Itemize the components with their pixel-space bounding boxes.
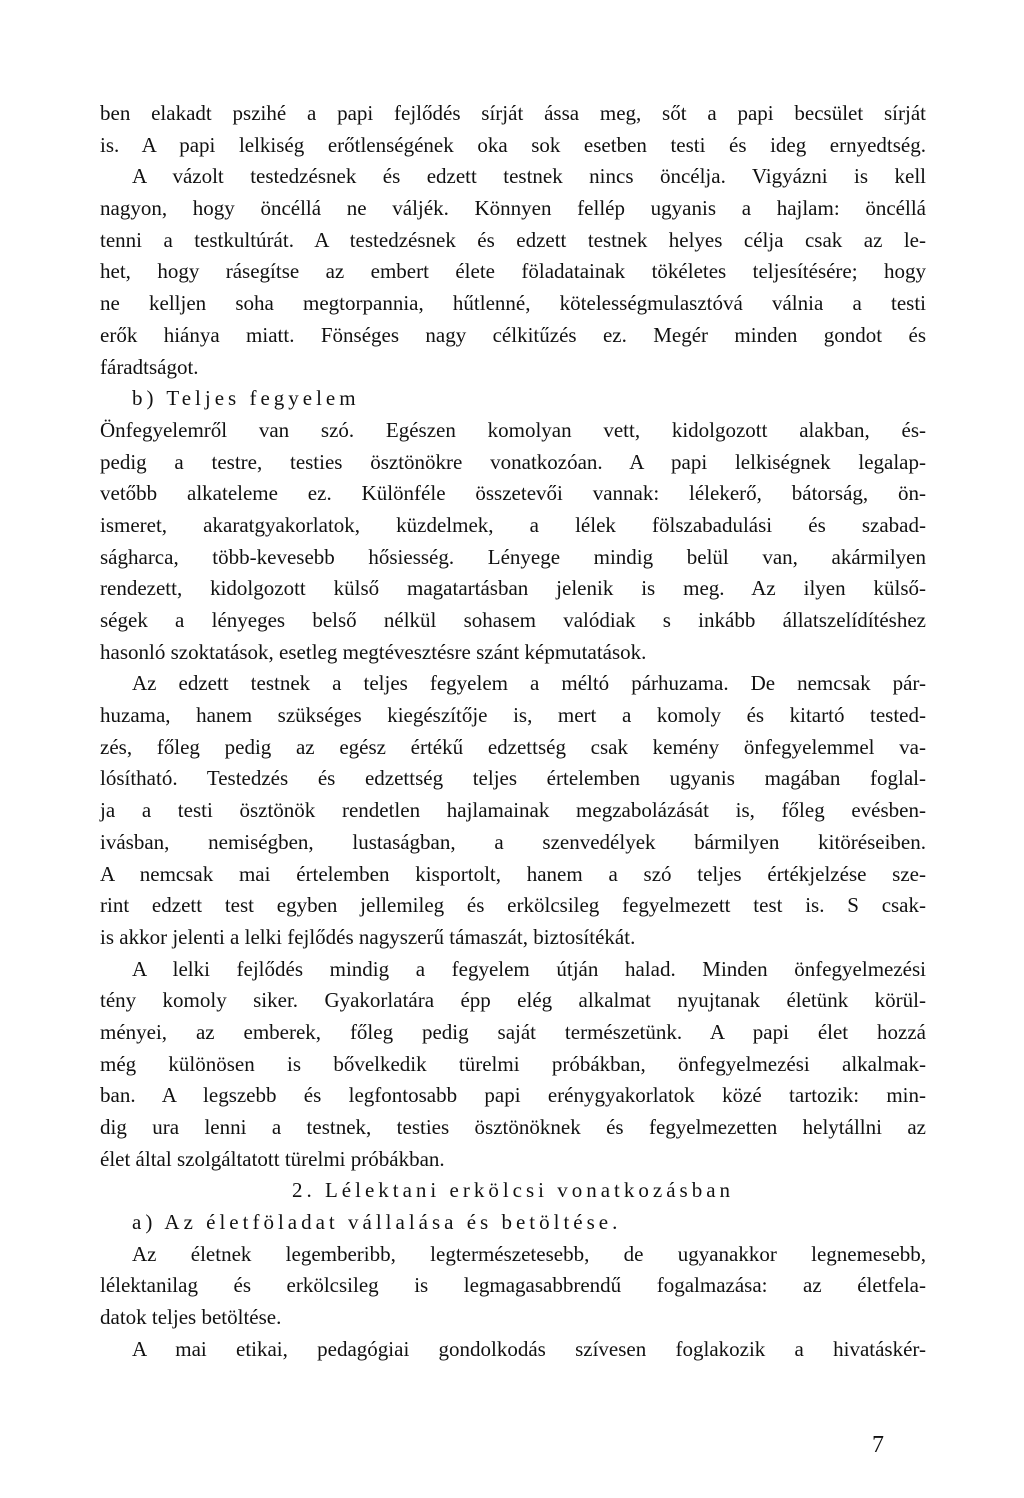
text-line: A nemcsak mai értelemben kisportolt, hanem a szó teljes értékjelzése sze- bbox=[100, 861, 926, 886]
text-line: ságharca, több-kevesebb hősiesség. Lényege mindig belül van, akármilyen bbox=[100, 544, 926, 569]
text-line: vetőbb alkateleme ez. Különféle összetevői vannak: lélekerő, bátorság, ön- bbox=[100, 481, 926, 506]
text-line: zés, főleg pedig az egész értékű edzettség csak kemény önfegyelemmel va- bbox=[100, 734, 926, 759]
text-line: fáradtságot. bbox=[100, 354, 199, 379]
chapter-heading: 2. Lélektani erkölcsi vonatkozásban bbox=[291, 1178, 735, 1203]
text-line: lélektanilag és erkölcsileg is legmagasabbrendű fogalmazása: az életfela- bbox=[100, 1273, 926, 1298]
text-line: erők hiánya miatt. Fönséges nagy célkitűzés ez. Megér minden gondot és bbox=[100, 322, 926, 347]
text-line: Önfegyelemről van szó. Egészen komolyan vett, kidolgozott alakban, és- bbox=[100, 417, 926, 442]
text-line: datok teljes betöltése. bbox=[100, 1305, 282, 1330]
text-line: ja a testi ösztönök rendetlen hajlamainak megzabolázását is, főleg evésben- bbox=[100, 798, 926, 823]
text-line: tény komoly siker. Gyakorlatára épp elég alkalmat nyujtanak életünk körül- bbox=[100, 988, 926, 1013]
text-line: rint edzett test egyben jellemileg és erkölcsileg fegyelmezett test is. S csak- bbox=[100, 893, 926, 918]
text-line: lósítható. Testedzés és edzettség teljes értelemben ugyanis magában foglal- bbox=[100, 766, 926, 791]
text-line: ségek a lényeges belső nélkül sohasem valódiak s inkább állatszelídítéshez bbox=[100, 608, 926, 632]
text-line: A mai etikai, pedagógiai gondolkodás szívesen foglakozik a hivatáskér- bbox=[132, 1336, 926, 1361]
page-number: 7 bbox=[872, 1432, 884, 1458]
text-line: A vázolt testedzésnek és edzett testnek nincs öncélja. Vigyázni is kell bbox=[132, 164, 926, 189]
text-line: még különösen is bővelkedik türelmi próbákban, önfegyelmezési alkalmak- bbox=[100, 1051, 926, 1076]
body-text bbox=[100, 98, 926, 1366]
text-line: Az edzett testnek a teljes fegyelem a méltó párhuzama. De nemcsak pár- bbox=[132, 671, 926, 696]
text-line: A lelki fejlődés mindig a fegyelem útján halad. Minden önfegyelmezési bbox=[132, 956, 926, 981]
text-line: ményei, az emberek, főleg pedig saját természetünk. A papi élet hozzá bbox=[100, 1019, 926, 1044]
text-line: is. A papi lelkiség erőtlenségének oka sok esetben testi és ideg ernyedtség. bbox=[100, 132, 926, 157]
text-line: tenni a testkultúrát. A testedzésnek és edzett testnek helyes célja csak az le- bbox=[100, 227, 926, 252]
text-line: is akkor jelenti a lelki fejlődés nagyszerű támaszát, biztosítékát. bbox=[100, 924, 636, 949]
section-heading: b) Teljes fegyelem bbox=[132, 386, 360, 411]
text-line: ban. A legszebb és legfontosabb papi erénygyakorlatok közé tartozik: min- bbox=[100, 1083, 926, 1108]
text-line: het, hogy rásegítse az embert élete föladatainak tökéletes teljesítésére; hogy bbox=[100, 259, 926, 284]
text-line: rendezett, kidolgozott külső magatartásban jelenik is meg. Az ilyen külső- bbox=[100, 576, 926, 601]
text-line: nagyon, hogy öncéllá ne váljék. Könnyen fellép ugyanis a hajlam: öncéllá bbox=[100, 196, 926, 221]
text-line: ivásban, nemiségben, lustaságban, a szenvedélyek bármilyen kitöréseiben. bbox=[100, 829, 926, 854]
text-line: pedig a testre, testies ösztönökre vonatkozóan. A papi lelkiségnek legalap- bbox=[100, 449, 926, 474]
text-line: élet által szolgáltatott türelmi próbákban. bbox=[100, 1146, 445, 1171]
text-line: ben elakadt pszihé a papi fejlődés sírját ássa meg, sőt a papi becsület sírját bbox=[100, 101, 926, 125]
section-heading: a) Az életföladat vállalása és betöltése. bbox=[132, 1210, 622, 1235]
text-line: huzama, hanem szükséges kiegészítője is, mert a komoly és kitartó tested- bbox=[100, 703, 926, 728]
text-line: ismeret, akaratgyakorlatok, küzdelmek, a lélek fölszabadulási és szabad- bbox=[100, 512, 926, 537]
text-line: ne kelljen soha megtorpannia, hűtlenné, kötelességmulasztóvá válnia a testi bbox=[100, 291, 926, 316]
text-line: Az életnek legemberibb, legtermészetesebb, de ugyanakkor legnemesebb, bbox=[132, 1241, 926, 1266]
text-line: hasonló szoktatások, esetleg megtévesztésre szánt képmutatások. bbox=[100, 639, 647, 664]
text-line: dig ura lenni a testnek, testies ösztönöknek és fegyelmezetten helytállni az bbox=[100, 1115, 926, 1139]
